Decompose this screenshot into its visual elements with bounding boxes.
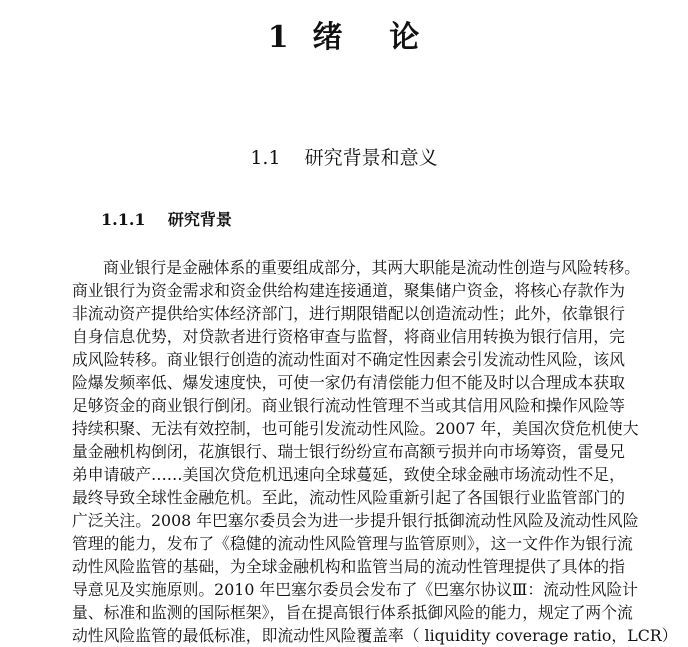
paragraph-line: 弟申请破产……美国次贷危机迅速向全球蔓延，致使全球金融市场流动性不足， bbox=[72, 465, 625, 484]
paragraph-line: 持续积聚、无法有效控制，也可能引发流动性风险。2007 年，美国次贷危机使大 bbox=[72, 419, 639, 438]
paragraph-line: 量金融机构倒闭，花旗银行、瑞士银行纷纷宣布高额亏损并向市场筹资，雷曼兄 bbox=[72, 442, 625, 461]
paragraph-line: 导意见及实施原则。2010 年巴塞尔委员会发布了《巴塞尔协议Ⅲ：流动性风险计 bbox=[72, 580, 638, 599]
paragraph-line: 动性风险监管的基础，为全球金融机构和监管当局的流动性管理提供了具体的指 bbox=[72, 557, 625, 576]
chapter-title: 1 绪 论 bbox=[267, 20, 421, 55]
paragraph-line: 足够资金的商业银行倒闭。商业银行流动性管理不当或其信用风险和操作风险等 bbox=[72, 396, 625, 415]
paragraph-line: 管理的能力，发布了《稳健的流动性风险管理与监管原则》，这一文件作为银行流 bbox=[72, 534, 633, 553]
paragraph-line: 非流动资产提供给实体经济部门，进行期限错配以创造流动性；此外，依靠银行 bbox=[72, 304, 625, 323]
section-title: 1.1 研究背景和意义 bbox=[250, 147, 438, 169]
paragraph-line: 商业银行是金融体系的重要组成部分，其两大职能是流动性创造与风险转移。 bbox=[103, 258, 641, 277]
paragraph-line: 最终导致全球性金融危机。至此，流动性风险重新引起了各国银行业监管部门的 bbox=[72, 488, 625, 507]
paragraph-line: 广泛关注。2008 年巴塞尔委员会为进一步提升银行抵御流动性风险及流动性风险 bbox=[72, 511, 639, 530]
paragraph-line: 成风险转移。商业银行创造的流动性面对不确定性因素会引发流动性风险，该风 bbox=[72, 350, 625, 369]
subsection-title: 1.1.1 研究背景 bbox=[101, 210, 232, 229]
paragraph-line: 商业银行为资金需求和资金供给构建连接通道，聚集储户资金，将核心存款作为 bbox=[72, 281, 625, 300]
paragraph-line: 自身信息优势，对贷款者进行资格审查与监督，将商业信用转换为银行信用，完 bbox=[72, 327, 625, 346]
paragraph-line: 险爆发频率低、爆发速度快，可使一家仍有清偿能力但不能及时以合理成本获取 bbox=[72, 373, 625, 392]
paragraph-line: 量、标准和监测的国际框架》，旨在提高银行体系抵御风险的能力，规定了两个流 bbox=[72, 603, 633, 622]
paragraph-line: 动性风险监管的最低标准，即流动性风险覆盖率（ liquidity coverage ratio，LCR） bbox=[72, 626, 678, 645]
body-paragraph bbox=[72, 256, 678, 647]
